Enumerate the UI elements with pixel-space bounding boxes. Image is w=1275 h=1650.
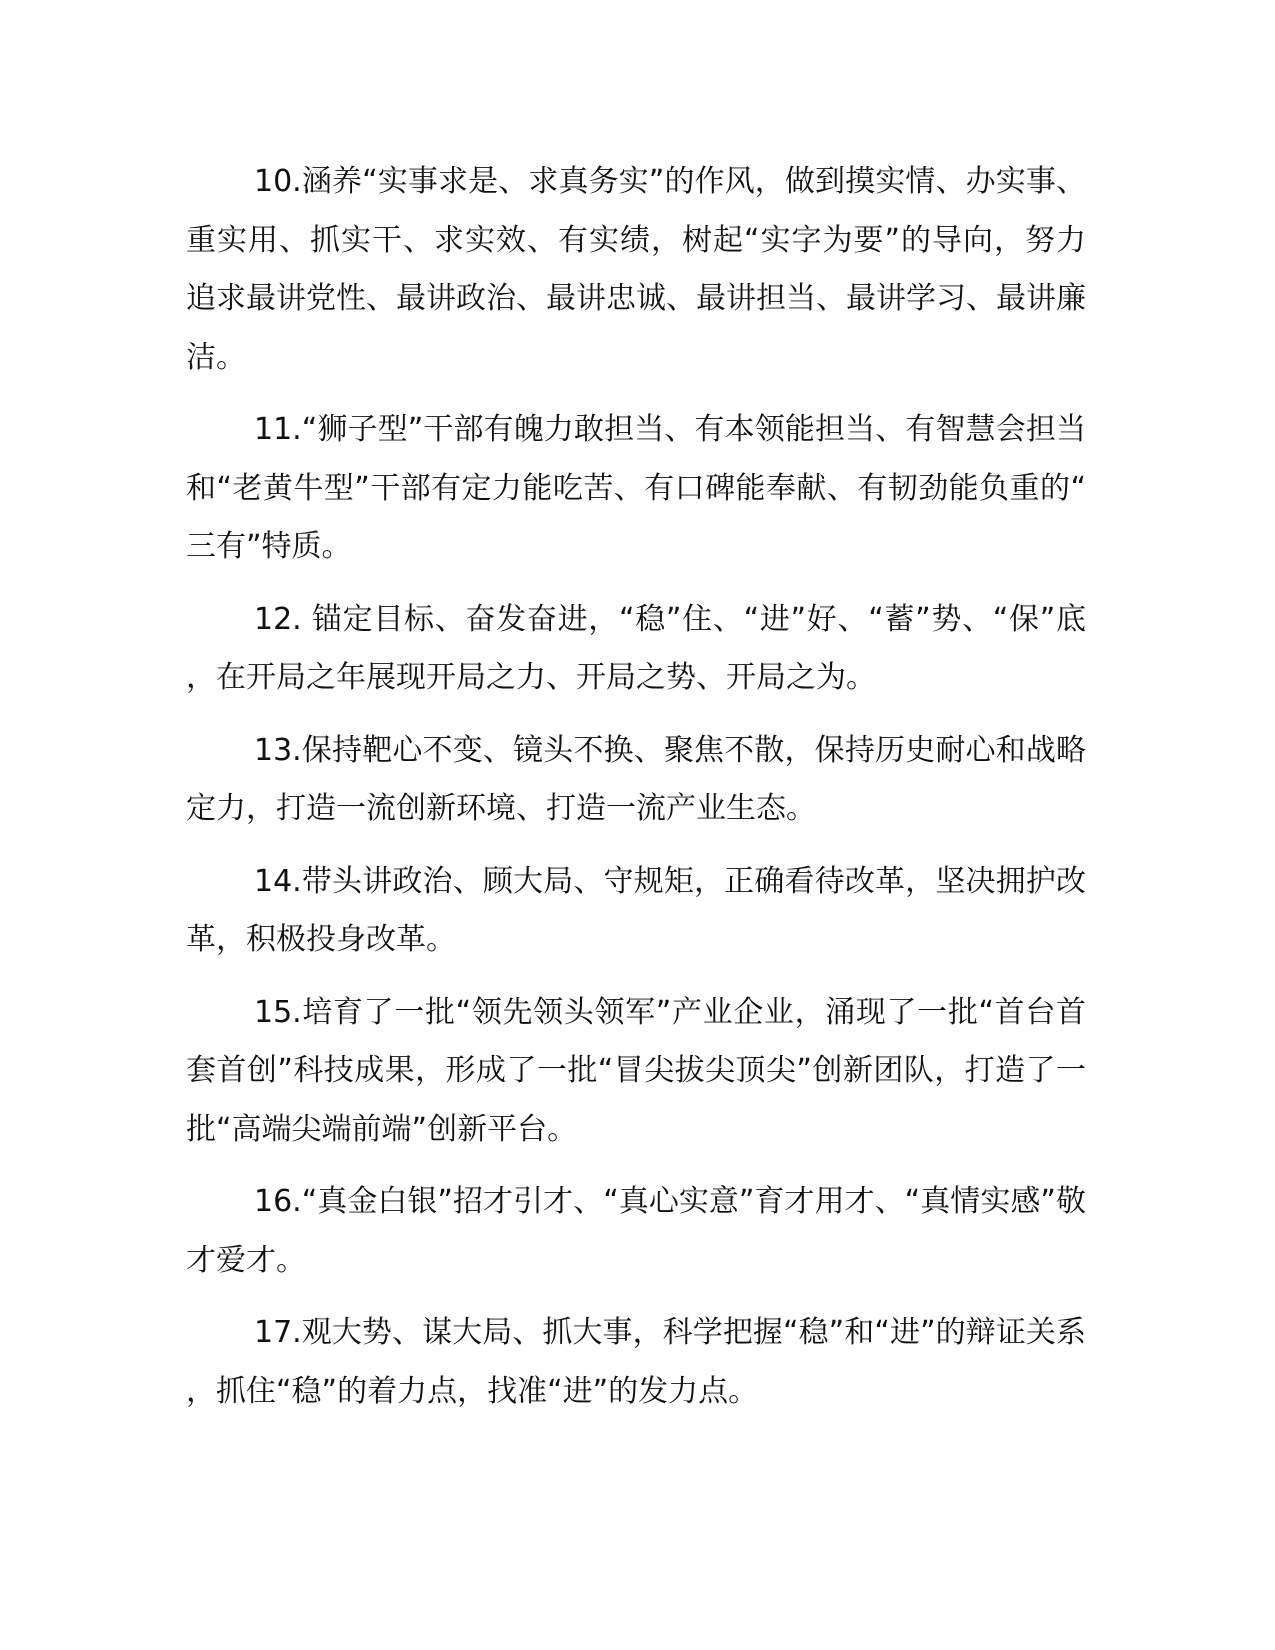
paragraph-11: 11.“狮子型”干部有魄力敢担当、有本领能担当、有智慧会担当和“老黄牛型”干部有定力能吃苦、有口碑能奉献、有韧劲能负重的“三有”特质。 [186, 412, 1086, 564]
paragraph-16: 16.“真金白银”招才引才、“真心实意”育才用才、“真情实感”敬才爱才。 [186, 1184, 1086, 1278]
paragraph-15: 15.培育了一批“领先领头领军”产业企业，涌现了一批“首台首套首创”科技成果，形成了一批“冒尖拔尖顶尖”创新团队，打造了一批“高端尖端前端”创新平台。 [186, 994, 1086, 1147]
paragraph-13: 13.保持靶心不变、镜头不换、聚焦不散，保持历史耐心和战略定力，打造一流创新环境、打造一流产业生态。 [186, 732, 1086, 826]
paragraph-12: 12. 锚定目标、奋发奋进，“稳”住、“进”好、“蓄”势、“保”底，在开局之年展现开局之力、开局之势、开局之为。 [186, 601, 1086, 695]
paragraph-10: 10.涵养“实事求是、求真务实”的作风，做到摸实情、办实事、重实用、抓实干、求实效、有实绩，树起“实字为要”的导向，努力追求最讲党性、最讲政治、最讲忠诚、最讲担当、最讲学习、最讲廉洁。 [186, 164, 1086, 375]
paragraph-17: 17.观大势、谋大局、抓大事，科学把握“稳”和“进”的辩证关系，抓住“稳”的着力点，找准“进”的发力点。 [186, 1315, 1086, 1409]
paragraph-14: 14.带头讲政治、顾大局、守规矩，正确看待改革，坚决拥护改革，积极投身改革。 [186, 863, 1086, 957]
document-body [186, 153, 1086, 1435]
